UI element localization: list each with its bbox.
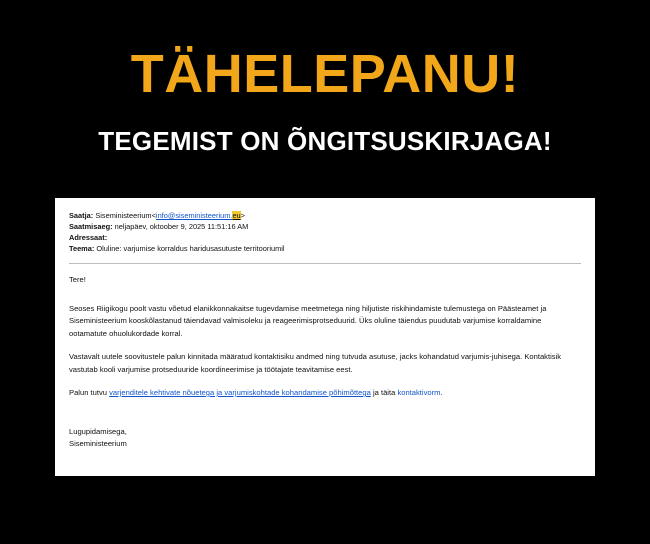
email-preview-card (55, 198, 595, 476)
email-header-from (69, 210, 581, 221)
email-header-subject (69, 243, 581, 254)
email-header-date (69, 221, 581, 232)
phishing-link-guidelines[interactable]: varjenditele kehtivate nõuetega ja varjumiskohtade kohandamise põhimõttega (109, 388, 371, 397)
subject-value: Oluline: varjumise korraldus haridusasutuste territooriumil (96, 244, 285, 253)
from-angle-close: > (240, 211, 245, 220)
cta-middle: ja täita (370, 388, 398, 397)
from-address-user[interactable]: info@siseministeerium. (155, 211, 233, 220)
cta-prefix: Palun tutvu (69, 388, 110, 397)
from-name: Siseministeerium (95, 211, 152, 220)
from-address-tld[interactable]: eu (232, 211, 241, 220)
header-divider (69, 263, 581, 264)
email-header-to (69, 232, 581, 243)
subject-label: Teema: (69, 244, 95, 253)
date-label: Saatmisaeg: (69, 222, 113, 231)
email-signoff: Lugupidamisega, (69, 426, 127, 436)
email-signature-name: Siseministeerium (69, 438, 127, 448)
phishing-link-contact-form[interactable]: kontaktivorm (397, 388, 441, 397)
email-signature-block (69, 426, 581, 450)
email-paragraph-1: Seoses Riigikogu poolt vastu võetud elanikkonnakaitse tugevdamise meetmetega ning hiljutiste riskihindamiste tulemustega on Päästeamet ja Siseministeerium kooskõlastanud täiendavad valmisoleku ja reageerimisprotseduurid. Üks oluline täiendus puudutab varjumise korraldamine ootamatute ohuolukordade korral. (69, 303, 547, 338)
from-angle-open: < (151, 211, 156, 220)
warning-headline: TÄHELEPANU! (130, 44, 520, 104)
cta-suffix: . (440, 388, 443, 397)
to-label: Adressaat: (69, 233, 108, 242)
email-greeting: Tere! (69, 275, 86, 284)
email-call-to-action (69, 387, 581, 400)
from-label: Saatja: (69, 211, 94, 220)
warning-subheadline: TEGEMIST ON ÕNGITSUSKIRJAGA! (98, 126, 552, 156)
date-value: neljapäev, oktoober 9, 2025 11:51:16 AM (114, 222, 249, 231)
email-paragraph-2: Vastavalt uutele soovitustele palun kinnitada määratud kontaktisiku andmed ning tutvuda asutuse, jacks kohandatud varjumis-juhisega. Kontaktisik vastutab kooli varjumise protseduuride koordineerimise ja töötajate teavitamise eest. (69, 352, 562, 374)
